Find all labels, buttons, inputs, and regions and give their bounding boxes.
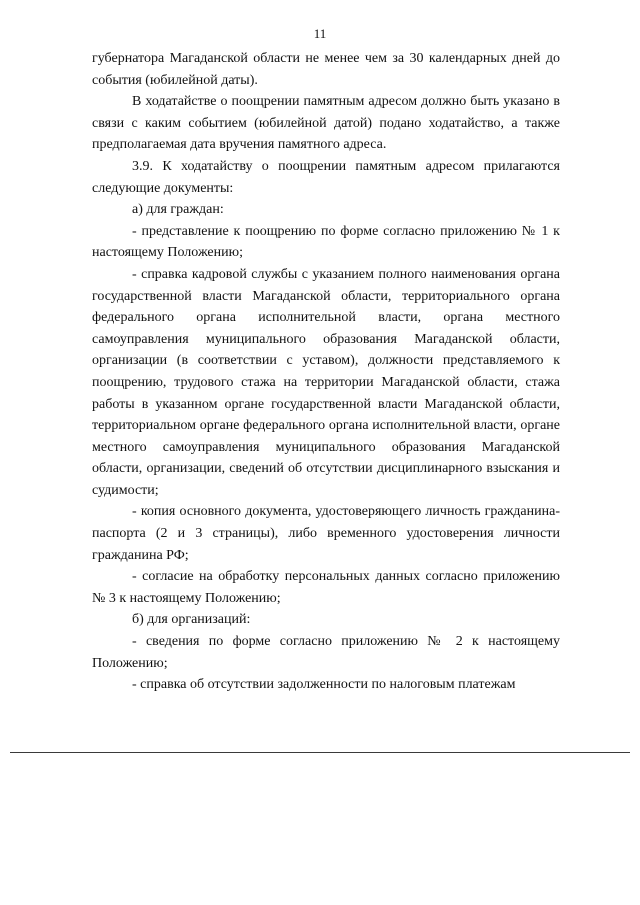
list-item-award-submission: - представление к поощрению по форме согласно приложению № 1 к настоящему Положению; xyxy=(92,223,560,261)
paragraph-for-organizations: б) для организаций: xyxy=(132,612,251,628)
list-item-hr-certificate: - справка кадровой службы с указанием полного наименования органа государственной власти Магаданской области, территориального органа федерального органа исполнительной власти, органа местного самоуправления муниципального образования Магаданской области, организации (в соответствии с уставом), должности представляемого к поощрению, трудового стажа на территории Магаданской области, стажа работы в указанном органе государственной власти Магаданской области, территориальном органе федерального органа исполнительной власти, органе местного самоуправления муниципального образования Магаданской области, организации, сведений об отсутствии дисциплинарного взыскания и судимости; xyxy=(92,266,560,498)
list-item-personal-data-consent: - согласие на обработку персональных данных согласно приложению № 3 к настоящему Положению; xyxy=(92,569,560,606)
page-number: 11 xyxy=(313,26,327,41)
document-body xyxy=(92,48,560,696)
list-item-passport-copy: - копия основного документа, удостоверяющего личность гражданина- паспорта (2 и 3 страницы), либо временного удостоверения личности гражданина РФ; xyxy=(92,504,560,563)
page-bottom-rule xyxy=(10,752,630,753)
paragraph-section-3-9: 3.9. К ходатайству о поощрении памятным адресом прилагаются следующие документы: xyxy=(92,158,560,196)
list-item-tax-certificate: - справка об отсутствии задолженности по налоговым платежам xyxy=(132,677,516,693)
list-item-org-information: - сведения по форме согласно приложению № 2 к настоящему Положению; xyxy=(92,634,560,671)
paragraph-petition-content: В ходатайстве о поощрении памятным адресом должно быть указано в связи с каким событием (юбилейной датой) подано ходатайство, а также предполагаемая дата вручения памятного адреса. xyxy=(92,94,560,153)
paragraph-for-citizens: а) для граждан: xyxy=(132,202,224,218)
paragraph-continuation: губернатора Магаданской области не менее чем за 30 календарных дней до события (юбилейной даты). xyxy=(92,51,560,88)
